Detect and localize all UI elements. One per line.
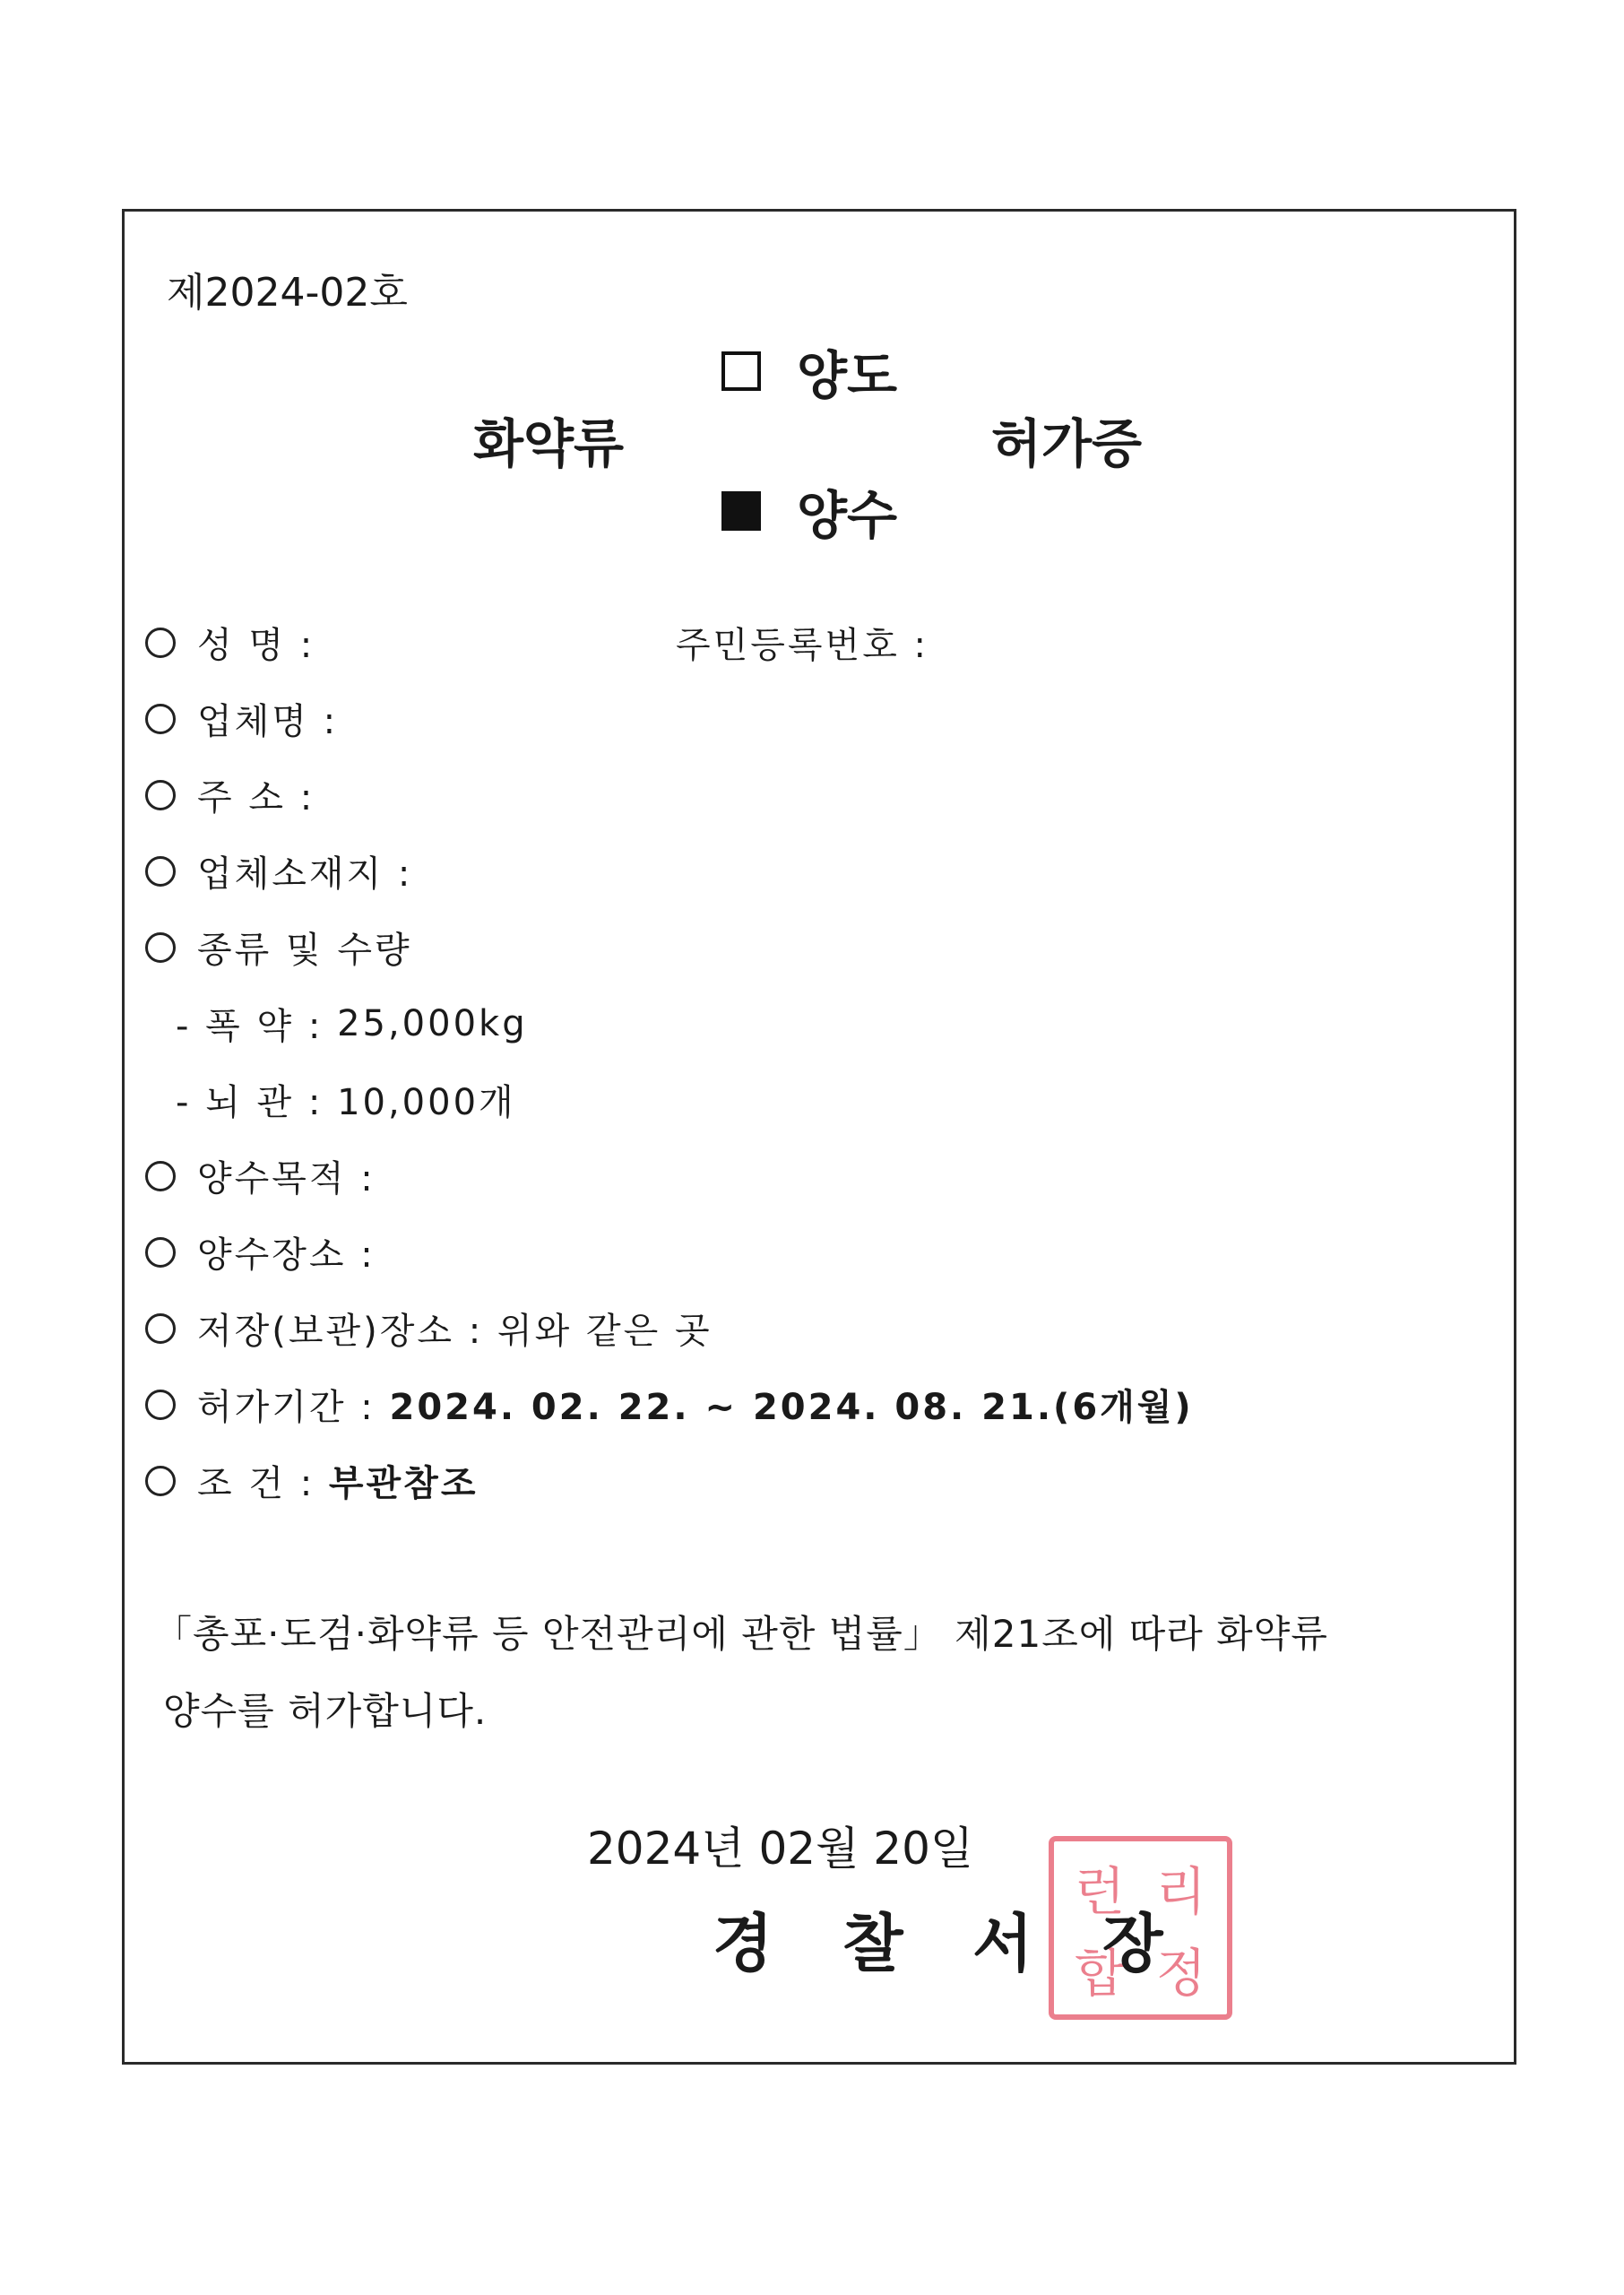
circle-bullet-icon (145, 1466, 176, 1496)
option-acquire (721, 473, 897, 549)
field-condition: 조 건 : 부관참조 (145, 1455, 478, 1506)
signer-char-1: 경 (713, 1907, 773, 1980)
official-seal: 런 리 합 정 (1049, 1836, 1232, 2020)
law-statement-line2: 양수를 허가합니다. (163, 1689, 488, 1733)
circle-bullet-icon (145, 932, 176, 963)
field-storage: 저장(보관)장소 : 위와 같은 곳 (145, 1303, 713, 1354)
title-left: 화약류 (473, 413, 625, 474)
circle-bullet-icon (145, 704, 176, 734)
circle-bullet-icon (145, 1313, 176, 1344)
law-statement-line1: 「총포·도검·화약류 등 안전관리에 관한 법률」 제21조에 따라 화약류 (154, 1612, 1328, 1656)
circle-bullet-icon (145, 780, 176, 810)
issue-date: 2024년 02월 20일 (587, 1823, 974, 1875)
signer-char-4: 장 (1102, 1907, 1163, 1980)
field-company-location: 업체소재지 : (145, 845, 412, 896)
item-explosive-value: 25,000kg (337, 1002, 528, 1044)
circle-bullet-icon (145, 1161, 176, 1191)
checkbox-filled-icon (721, 491, 761, 531)
title-right: 허가증 (991, 413, 1143, 474)
field-period-value: 2024. 02. 22. ~ 2024. 08. 21.(6개월) (389, 1387, 1194, 1428)
field-name: 성 명 : (145, 617, 315, 668)
item-detonator: - 뇌 관 : 10,000개 (176, 1074, 516, 1125)
option-transfer (721, 333, 897, 409)
circle-bullet-icon (145, 856, 176, 887)
field-storage-value: 위와 같은 곳 (497, 1311, 713, 1352)
field-kind-quantity: 종류 및 수량 (145, 922, 412, 973)
document-number: 제2024-02호 (167, 270, 408, 316)
field-resident-number: 주민등록번호 : (676, 625, 929, 666)
option-transfer-label: 양도 (797, 345, 898, 406)
field-address: 주 소 : (145, 769, 315, 820)
field-company: 업체명 : (145, 693, 338, 744)
field-period: 허가기간 : 2024. 02. 22. ~ 2024. 08. 21.(6개월) (145, 1379, 1194, 1430)
item-explosive: - 폭 약 : 25,000kg (176, 1002, 528, 1047)
field-condition-value: 부관참조 (328, 1463, 479, 1504)
option-acquire-label: 양수 (797, 485, 898, 546)
field-purpose: 양수목적 : (145, 1150, 376, 1201)
circle-bullet-icon (145, 1237, 176, 1268)
circle-bullet-icon (145, 1390, 176, 1420)
checkbox-empty-icon (721, 351, 761, 391)
signer-char-2: 찰 (842, 1907, 903, 1980)
circle-bullet-icon (145, 628, 176, 658)
item-detonator-value: 10,000개 (337, 1082, 516, 1123)
signer-char-3: 서 (972, 1907, 1033, 1980)
field-place: 양수장소 : (145, 1226, 376, 1277)
